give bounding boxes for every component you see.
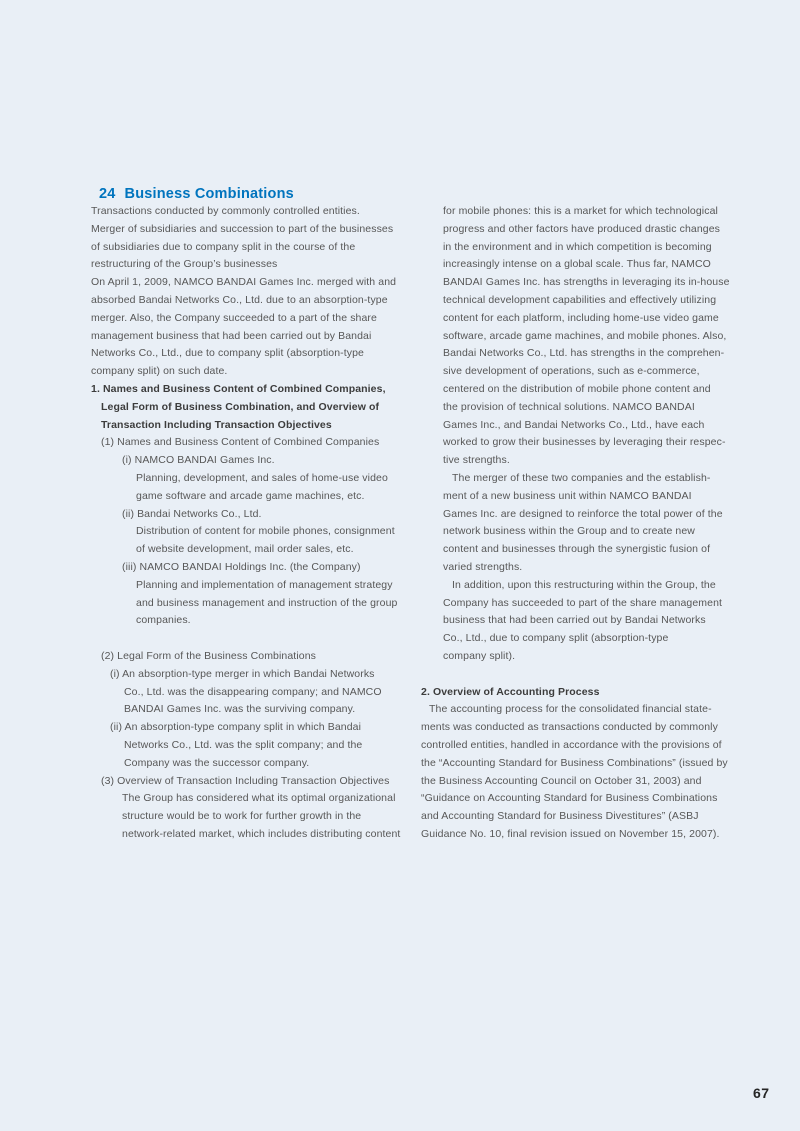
text-line xyxy=(421,666,779,684)
text-line: Guidance No. 10, final revision issued on November 15, 2007). xyxy=(421,827,720,840)
text-line: “Guidance on Accounting Standard for Business Combinations xyxy=(421,792,718,805)
text-line: (1) Names and Business Content of Combined Companies xyxy=(101,436,380,449)
text-line: company split). xyxy=(443,649,516,662)
text-line: (2) Legal Form of the Business Combinations xyxy=(101,649,316,662)
text-line: structure would be to work for further growth in the xyxy=(122,810,362,823)
text-line: Bandai Networks Co., Ltd. has strengths in the comprehen- xyxy=(443,347,725,360)
text-line: ment of a new business unit within NAMCO BANDAI xyxy=(443,489,692,502)
text-line: progress and other factors have produced drastic changes xyxy=(443,222,721,235)
text-line: centered on the distribution of mobile phone content and xyxy=(443,382,711,395)
text-line: companies. xyxy=(136,614,191,627)
text-line: (ii) An absorption-type company split in which Bandai xyxy=(110,721,362,734)
text-line: The merger of these two companies and the establish- xyxy=(452,471,711,484)
text-line: Distribution of content for mobile phones, consignment xyxy=(136,525,395,538)
text-line: controlled entities, handled in accordance with the provisions of xyxy=(421,738,722,751)
text-line: Transactions conducted by commonly controlled entities. xyxy=(91,205,360,217)
text-line: network business within the Group and to create new xyxy=(443,525,695,538)
text-line: The accounting process for the consolidated financial state- xyxy=(429,703,712,716)
text-line: Games Inc. are designed to reinforce the total power of the xyxy=(443,507,723,520)
text-line: and Accounting Standard for Business Divestitures” (ASBJ xyxy=(421,810,699,823)
text-line: Co., Ltd., due to company split (absorption-type xyxy=(443,632,669,645)
text-line: the “Accounting Standard for Business Combinations” (issued by xyxy=(421,756,728,769)
text-line: and business management and instruction of the group xyxy=(136,596,398,609)
text-line: increasingly intense on a global scale. Thus far, NAMCO xyxy=(443,258,711,271)
text-line: Planning and implementation of management strategy xyxy=(136,578,393,591)
text-line: Legal Form of Business Combination, and Overview of xyxy=(101,400,380,413)
text-line: (ii) Bandai Networks Co., Ltd. xyxy=(122,507,262,520)
text-line: (i) An absorption-type merger in which Bandai Networks xyxy=(110,667,375,680)
text-line: technical development capabilities and effectively utilizing xyxy=(443,293,717,306)
text-line: Company was the successor company. xyxy=(124,756,310,769)
text-line: management business that had been carried out by Bandai xyxy=(91,329,372,342)
section-heading xyxy=(99,186,294,202)
text-line: game software and arcade game machines, etc. xyxy=(136,489,365,502)
text-line: Games Inc., and Bandai Networks Co., Ltd., have each xyxy=(443,418,705,431)
text-line: ments was conducted as transactions conducted by commonly xyxy=(421,721,718,734)
text-line: merger. Also, the Company succeeded to a part of the share xyxy=(91,311,377,324)
text-line: tive strengths. xyxy=(443,454,510,467)
text-line: the Business Accounting Council on October 31, 2003) and xyxy=(421,774,702,787)
text-line: in the environment and in which competition is becoming xyxy=(443,240,712,253)
text-line: Networks Co., Ltd., due to company split (absorption-type xyxy=(91,347,364,360)
section-number: 24 xyxy=(99,186,116,202)
text-line: varied strengths. xyxy=(443,560,523,573)
text-line: absorbed Bandai Networks Co., Ltd. due to an absorption-type xyxy=(91,293,388,306)
text-line: of subsidiaries due to company split in the course of the xyxy=(91,240,356,253)
text-line: of website development, mail order sales, etc. xyxy=(136,543,354,556)
text-line: Transaction Including Transaction Objectives xyxy=(101,418,332,431)
text-line: BANDAI Games Inc. has strengths in leveraging its in-house xyxy=(443,276,730,289)
text-line: content and businesses through the synergistic fusion of xyxy=(443,543,711,556)
text-line: (3) Overview of Transaction Including Transaction Objectives xyxy=(101,774,390,787)
text-line: The Group has considered what its optimal organizational xyxy=(122,792,396,805)
text-line: restructuring of the Group’s businesses xyxy=(91,258,278,271)
text-line: company split) on such date. xyxy=(91,365,228,378)
left-column xyxy=(91,203,421,844)
text-line: business that had been carried out by Bandai Networks xyxy=(443,614,706,627)
section-title: Business Combinations xyxy=(124,186,294,202)
text-line: On April 1, 2009, NAMCO BANDAI Games Inc. merged with and xyxy=(91,276,397,289)
page-number: 67 xyxy=(753,1085,770,1101)
text-line: the provision of technical solutions. NAMCO BANDAI xyxy=(443,400,695,413)
text-line: Merger of subsidiaries and succession to part of the businesses xyxy=(91,222,394,235)
text-line: 2. Overview of Accounting Process xyxy=(421,685,600,698)
text-line: Planning, development, and sales of home-use video xyxy=(136,471,388,484)
text-line: content for each platform, including home-use video game xyxy=(443,311,719,324)
text-line: BANDAI Games Inc. was the surviving company. xyxy=(124,703,356,716)
text-line: (i) NAMCO BANDAI Games Inc. xyxy=(122,454,275,467)
text-line: for mobile phones: this is a market for which technological xyxy=(443,205,718,217)
text-line: (iii) NAMCO BANDAI Holdings Inc. (the Company) xyxy=(122,560,361,573)
text-line: In addition, upon this restructuring within the Group, the xyxy=(452,578,716,591)
text-line: Co., Ltd. was the disappearing company; and NAMCO xyxy=(124,685,382,698)
text-line: worked to grow their businesses by leveraging their respec- xyxy=(443,436,726,449)
text-line: sive development of operations, such as e-commerce, xyxy=(443,365,700,378)
text-line: Company has succeeded to part of the share management xyxy=(443,596,723,609)
right-column xyxy=(421,203,779,844)
text-line: software, arcade game machines, and mobile phones. Also, xyxy=(443,329,727,342)
text-line: 1. Names and Business Content of Combined Companies, xyxy=(91,382,386,395)
text-line xyxy=(91,630,421,648)
text-line: network-related market, which includes distributing content xyxy=(122,827,401,840)
text-line: Networks Co., Ltd. was the split company; and the xyxy=(124,738,363,751)
